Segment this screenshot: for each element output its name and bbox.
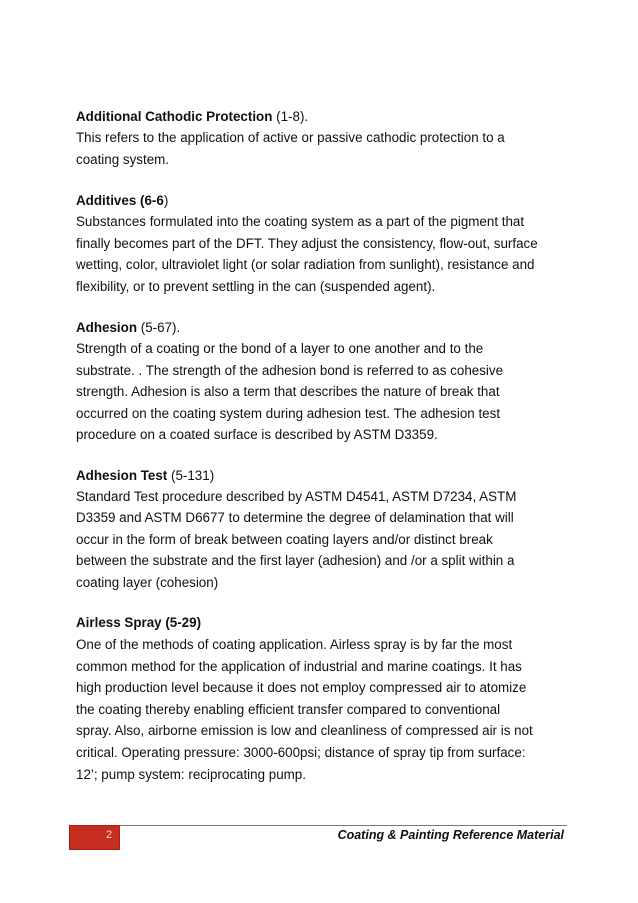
glossary-entry <box>76 612 576 785</box>
glossary-entry <box>76 465 576 594</box>
entry-text-line: finally becomes part of the DFT. They adjust the consistency, flow-out, surface <box>76 235 538 251</box>
entry-text-line: Substances formulated into the coating system as a part of the pigment that <box>76 214 525 229</box>
entry-heading <box>76 612 576 634</box>
entry-term: Airless Spray (5-29) <box>76 615 202 630</box>
entry-text-line: wetting, color, ultraviolet light (or solar radiation from sunlight), resistance and <box>76 257 535 272</box>
entry-text-line: between the substrate and the first layer (adhesion) and /or a split within a <box>76 553 515 568</box>
glossary-entry <box>76 106 576 170</box>
entry-text-line: One of the methods of coating application. Airless spray is by far the most <box>76 637 513 652</box>
entry-term: Additives (6-6 <box>76 193 164 208</box>
entry-heading <box>76 106 576 127</box>
entry-heading <box>76 190 576 211</box>
footer-divider <box>69 825 567 826</box>
page-number: 2 <box>106 829 113 841</box>
entry-text-line: substrate. . The strength of the adhesion bond is referred to as cohesive <box>76 362 504 378</box>
entry-text-line: Strength of a coating or the bond of a layer to one another and to the <box>76 341 484 356</box>
entry-reference: (5-67). <box>137 320 181 335</box>
entry-text-line: Standard Test procedure described by ASTM D4541, ASTM D7234, ASTM <box>76 488 517 504</box>
page-number-box <box>69 825 120 850</box>
entry-term: Adhesion <box>76 320 138 335</box>
entry-reference: ) <box>163 193 169 208</box>
footer-title: Coating & Painting Reference Material <box>337 828 564 842</box>
entry-text-line: coating system. <box>76 151 170 167</box>
glossary-entry <box>76 190 576 297</box>
entry-text-line: D3359 and ASTM D6677 to determine the degree of delamination that will <box>76 510 514 525</box>
entry-term: Additional Cathodic Protection <box>76 109 273 124</box>
entry-text-line: common method for the application of industrial and marine coatings. It has <box>76 658 522 674</box>
entry-text-line: critical. Operating pressure: 3000-600psi; distance of spray tip from surface: <box>76 744 526 760</box>
entry-text-line: 12’; pump system: reciprocating pump. <box>76 766 306 782</box>
entry-term: Adhesion Test <box>76 467 168 483</box>
entry-text-line: strength. Adhesion is also a term that describes the nature of break that <box>76 384 500 399</box>
entry-text-line: the coating thereby enabling efficient transfer compared to conventional <box>76 701 501 717</box>
entry-text-line: high production level because it does not employ compressed air to atomize <box>76 680 527 696</box>
glossary-entry <box>76 317 576 446</box>
entry-reference: (5-131) <box>167 467 215 483</box>
entry-text-line: occur in the form of break between coating layers and/or distinct break <box>76 531 493 547</box>
entry-text-line: flexibility, or to prevent settling in the can (suspended agent). <box>76 278 436 294</box>
entry-text-line: This refers to the application of active or passive cathodic protection to a <box>76 130 505 145</box>
entry-text-line: occurred on the coating system during adhesion test. The adhesion test <box>76 405 501 421</box>
entry-text-line: coating layer (cohesion) <box>76 574 219 590</box>
entry-text-line: spray. Also, airborne emission is low and cleanliness of compressed air is not <box>76 723 533 739</box>
entry-heading <box>76 317 576 338</box>
entry-text-line: procedure on a coated surface is described by ASTM D3359. <box>76 427 438 442</box>
glossary-entries <box>76 106 576 785</box>
entry-heading <box>76 465 576 486</box>
entry-reference: (1-8). <box>272 109 309 124</box>
